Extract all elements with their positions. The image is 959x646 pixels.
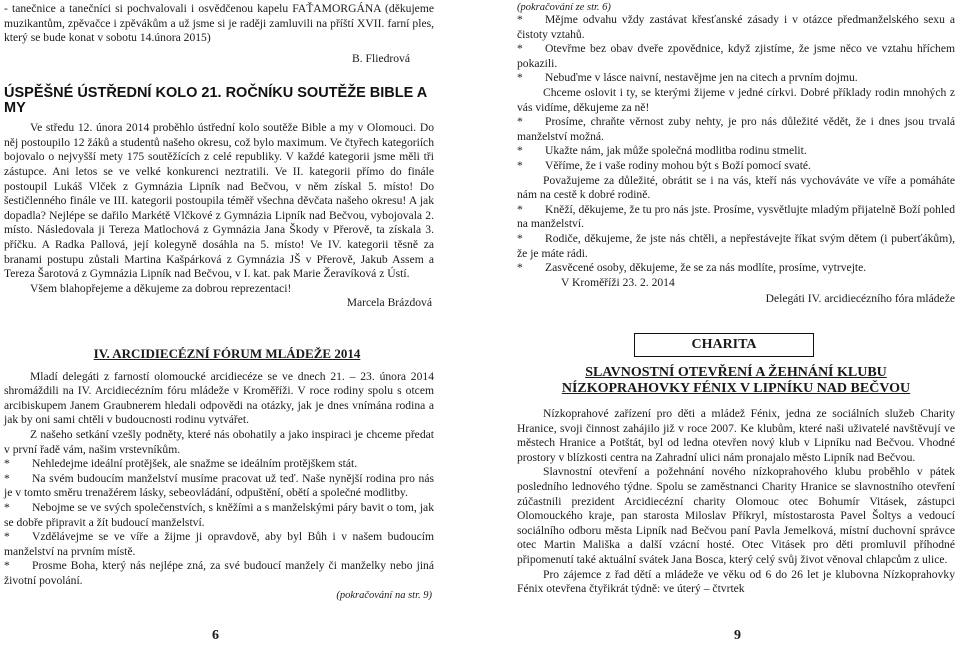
- forum-item: * Rodiče, děkujeme, že jste nás chtěli, a nepřestávejte říkat svým dětem (i puberťákům), že je máte rádi.: [517, 231, 955, 260]
- forum-article: [4, 347, 434, 603]
- forum-heading: IV. ARCIDIECÉZNÍ FÓRUM MLÁDEŽE 2014: [93, 346, 361, 361]
- forum-continued-note: (pokračování na str. 9): [336, 589, 432, 601]
- page-number-left: 6: [212, 628, 219, 643]
- page-number-right: 9: [734, 628, 741, 643]
- club-paragraph: Slavnostní otevření a požehnání nového nízkoprahového klubu proběhlo v pátek posledního lednového týdne. Spolu se zaměstnanci Charity Hranice se slavnostního otevření zúčastnili prezident Arcidiecézní charity Olomouc otec Bohumír Vitásek, zástupci Olomouckého kraje, pan starosta Miloslav Příkryl, místostarosta Pavel Šoltys a vedoucí sociálního odboru města Lipník nad Bečvou paní Pavla Jemelková, místní duchovní správce otec Martin Mališka a další vzácní hosté. Otec Vitásek pro děti promluvil příhodné připomenutí také aktuální svátek Jana Bosca, který celý svůj život věnoval chlapcům z ulice.: [517, 465, 955, 566]
- contest-thanks: Všem blahopřejeme a děkujeme za dobrou reprezentaci!: [30, 281, 292, 295]
- contest-heading: ÚSPĚŠNÉ ÚSTŘEDNÍ KOLO 21. ROČNÍKU SOUTĚŽE BIBLE A MY: [4, 85, 427, 116]
- contest-signature: Marcela Brázdová: [346, 296, 432, 310]
- contest-paragraph: Ve středu 12. února 2014 proběhlo ústřední kolo soutěže Bible a my v Olomouci. Do něj postoupilo 12 žáků a studentů našeho okresu, což bylo maximum. Ve čtyřech kategoriích bojovalo o nejvyšší mety 175 soutěžících z celé republiky. V každé kategorii jsme měli tři zástupce. Ani letos se ve velké konkurenci neztratili. Ve II. kategorii přímo do finále postoupil Lukáš Vlček z Gymnázia Lipník nad Bečvou, v něm získal 5. místo! Do šestičlenného finále ve III. kategorii postoupila téměř všechna děvčata našeho okresu! A jak dopadla? Nejlépe se dařilo Markétě Vlčkové z Gymnázia Lipník nad Bečvou, vybojovala 2. místo. Následovala ji Tereza Matlochová z Gymnázia Jana Škody v Přerově, ta získala 3. příčku. A Radka Pallová, její kolegyně dosáhla na 5. místo! Ve IV. kategorii těsně za branami postupu zůstali Martina Kašpárková z Gymnázia JŠ v Přerově, Jakub Assem a Tereza Šarotová z Gymnázia Lipník nad Bečvou, v I. kat. pak Marie Žeravíková z Ústí.: [4, 121, 434, 281]
- forum-item: * Vzdělávejme se ve víře a žijme ji opravdově, aby byl Bůh i v našem budoucím manželství na prvním místě.: [4, 530, 434, 558]
- forum-item: * Nebojme se ve svých společenstvích, s kněžími a s manželskými páry bavit o tom, jak se dobře připravit a žít budoucí manželství.: [4, 500, 434, 529]
- forum-item: * Mějme odvahu vždy zastávat křesťanské zásady i v otázce předmanželského sexu a čistoty vztahů.: [517, 13, 955, 41]
- ball-paragraph: - tanečnice a tanečníci si pochvalovali i osvědčenou kapelu FAŤAMORGÁNA (děkujeme muzikantům, zpěvačce i zpěvákům a už jsme si je raději zamluvili na příští XVII. farní ples, který se bude konat v sobotu 14.února 2015): [4, 2, 434, 45]
- forum-intro: Mladí delegáti z farností olomoucké arcidiecéze se ve dnech 21. – 23. února 2014 shromáždili na IV. Arcidiecézním fóru mládeže v Kroměříži. V roce rodiny spolu s otcem arcibiskupem Janem Graubnerem hledali odpovědi na otázky, jak je dnes vnímána rodina a jak by oni sami chtěli v budoucnosti rodinu vytvářet.: [4, 369, 434, 427]
- forum-item: * Na svém budoucím manželství musíme pracovat už teď. Naše nynější rodina pro nás je v tomto směru trenažérem lásky, sebeovládání, odpuštění, obětí a společné modlitby.: [4, 471, 434, 500]
- forum-item: * Prosme Boha, který nás nejlépe zná, za své budoucí manžely či manželky nebo jiná životní povolání.: [4, 559, 434, 587]
- ball-signature: B. Fliedrová: [352, 51, 410, 65]
- forum-item: Chceme oslovit i ty, se kterými žijeme v jedné církvi. Dobré příklady rodin mnohých z vás vidíme, děkujeme za ně!: [517, 85, 955, 114]
- club-title-line1: SLAVNOSTNÍ OTEVŘENÍ A ŽEHNÁNÍ KLUBU: [585, 365, 887, 380]
- charita-box: CHARITA: [634, 333, 814, 357]
- forum-item: * Ukažte nám, jak může společná modlitba rodinu stmelit.: [517, 144, 807, 158]
- forum-item: * Nehledejme ideální protějšek, ale snažme se ideálním protějškem stát.: [4, 457, 358, 471]
- forum-item: * Nebuďme v lásce naivní, nestavějme jen na citech a prvním dojmu.: [517, 71, 858, 85]
- place-date: V Kroměříži 23. 2. 2014: [561, 275, 675, 289]
- left-top-article: [4, 2, 434, 66]
- continued-from-note: (pokračování ze str. 6): [517, 2, 611, 13]
- forum-item: * Kněží, děkujeme, že tu pro nás jste. Prosíme, vysvětlujte mladým přijatelně Boží pohled na manželství.: [517, 202, 955, 231]
- club-article: [517, 365, 955, 597]
- forum-item: * Prosíme, chraňte věrnost zuby nehty, je pro nás důležité vědět, že i dnes jsou trvalá manželství možná.: [517, 115, 955, 143]
- club-paragraph: Nízkoprahové zařízení pro děti a mládež Fénix, jedna ze sociálních služeb Charity Hranice, svoji činnost zahájilo již v roce 2007. Ke klubům, které naši uživatelé navštěvují ve městech Hranice a Potštát, byl od ledna otevřen nový klub v Lipníku nad Bečvou. Vhodné prostory v blízkosti centra na Zahradní ulici nám pronajalo město Lipník nad Bečvou.: [517, 407, 955, 464]
- club-title-line2: NÍZKOPRAHOVKY FÉNIX V LIPNÍKU NAD BEČVOU: [561, 381, 911, 396]
- forum-inspiration: Z našeho setkání vzešly podněty, které nás obohatily a jako inspiraci je chceme předat v první řadě vám, našim vrstevníkům.: [4, 427, 434, 456]
- forum-item: Považujeme za důležité, obrátit se i na vás, kteří nás vychováváte ve víře a pomáháte nám na cestě k dobré rodině.: [517, 173, 955, 202]
- forum-item: * Zasvěcené osoby, děkujeme, že se za nás modlíte, prosíme, vytrvejte.: [517, 261, 867, 275]
- forum-continuation: [517, 2, 955, 307]
- forum-signature: Delegáti IV. arcidiecézního fóra mládeže: [765, 292, 955, 306]
- forum-item: * Věříme, že i vaše rodiny mohou být s Boží pomocí svaté.: [517, 158, 811, 172]
- forum-item: * Otevřme bez obav dveře zpovědnice, když zjistíme, že jsme něco ve vztahu hříchem pokazili.: [517, 42, 955, 70]
- contest-article: [4, 86, 434, 311]
- club-paragraph: Pro zájemce z řad dětí a mládeže ve věku od 6 do 26 let je klubovna Nízkoprahovky Fénix otevřena čtyřikrát týdně: ve úterý – čtvrtek: [517, 567, 955, 596]
